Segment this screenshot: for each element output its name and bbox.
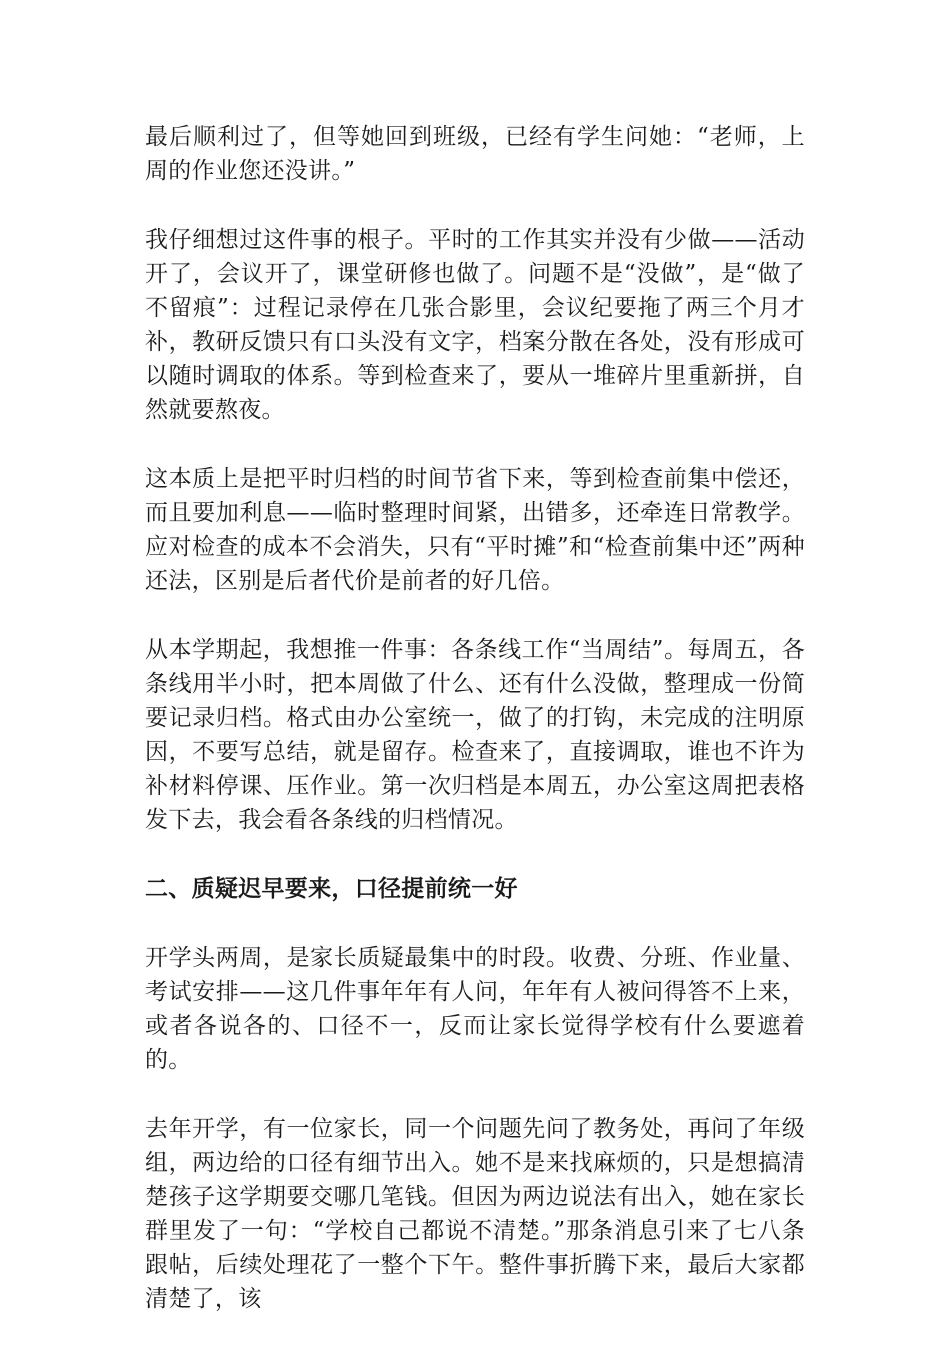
paragraph-1: 最后顺利过了，但等她回到班级，已经有学生问她：“老师，上周的作业您还没讲。” bbox=[145, 124, 805, 184]
section-heading: 二、质疑迟早要来，口径提前统一好 bbox=[145, 875, 518, 902]
paragraph-3: 这本质上是把平时归档的时间节省下来，等到检查前集中偿还，而且要加利息——临时整理时间紧，出错多，还牵连日常教学。应对检查的成本不会消失，只有“平时摊”和“检查前集中还”两种还法，区别是后者代价是前者的好几倍。 bbox=[145, 466, 805, 594]
paragraph-2: 我仔细想过这件事的根子。平时的工作其实并没有少做——活动开了，会议开了，课堂研修也做了。问题不是“没做”，是“做了不留痕”：过程记录停在几张合影里，会议纪要拖了两三个月才补，教研反馈只有口头没有文字，档案分散在各处，没有形成可以随时调取的体系。等到检查来了，要从一堆碎片里重新拼，自然就要熬夜。 bbox=[145, 227, 805, 423]
paragraph-5: 开学头两周，是家长质疑最集中的时段。收费、分班、作业量、考试安排——这几件事年年有人问，年年有人被问得答不上来，或者各说各的、口径不一，反而让家长觉得学校有什么要遮着的。 bbox=[145, 945, 805, 1073]
paragraph-4: 从本学期起，我想推一件事：各条线工作“当周结”。每周五，各条线用半小时，把本周做了什么、还有什么没做，整理成一份简要记录归档。格式由办公室统一，做了的打钩，未完成的注明原因，不要写总结，就是留存。检查来了，直接调取，谁也不许为补材料停课、压作业。第一次归档是本周五，办公室这周把表格发下去，我会看各条线的归档情况。 bbox=[145, 637, 805, 833]
document-body bbox=[145, 120, 805, 1351]
paragraph-6: 去年开学，有一位家长，同一个问题先问了教务处，再问了年级组，两边给的口径有细节出入。她不是来找麻烦的，只是想搞清楚孩子这学期要交哪几笔钱。但因为两边说法有出入，她在家长群里发了一句：“学校自己都说不清楚。”那条消息引来了七八条跟帖，后续处理花了一整个下午。整件事折腾下来，最后大家都清楚了，该 bbox=[145, 1116, 805, 1312]
